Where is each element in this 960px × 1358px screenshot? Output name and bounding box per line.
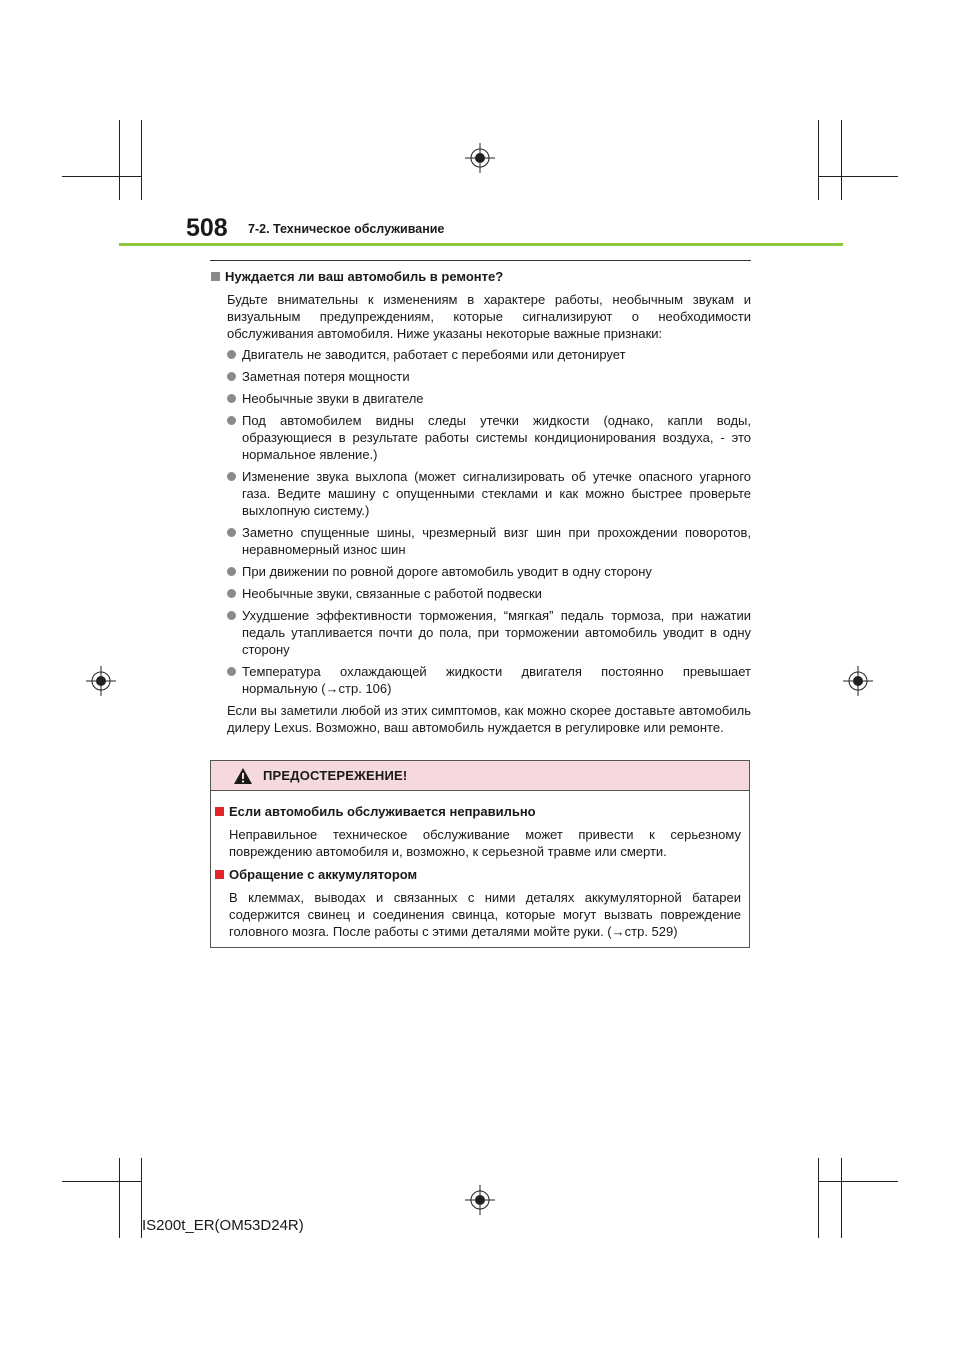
page-number: 508 bbox=[186, 214, 228, 242]
list-item-text: При движении по ровной дороге автомобиль уводит в одну сторону bbox=[242, 564, 652, 579]
crop-mark bbox=[818, 120, 819, 200]
section-heading-text: Нуждается ли ваш автомобиль в ремонте? bbox=[225, 269, 504, 284]
warning-paragraph: Неправильное техническое обслуживание может привести к серьезному повреждению автомобиля и, возможно, к серьезной травме или смерти. bbox=[229, 827, 741, 859]
list-item-text: Ухудшение эффективности торможения, “мягкая” педаль тормоза, при нажатии педаль утапливается почти до пола, при торможении автомобиль уводит в одну сторону bbox=[242, 608, 751, 657]
warning-triangle-icon bbox=[233, 767, 253, 785]
square-bullet-icon bbox=[215, 870, 224, 879]
circle-bullet-icon bbox=[227, 567, 236, 576]
crop-mark bbox=[841, 1158, 842, 1238]
list-item-text: Необычные звуки, связанные с работой подвески bbox=[242, 586, 542, 601]
crop-mark bbox=[141, 120, 142, 200]
list-item-text: Заметно спущенные шины, чрезмерный визг шин при прохождении поворотов, неравномерный износ шин bbox=[242, 525, 751, 557]
registration-mark-icon bbox=[465, 1185, 495, 1215]
registration-mark-icon bbox=[465, 143, 495, 173]
warning-paragraph: В клеммах, выводах и связанных с ними деталях аккумуляторной батареи содержится свинец и соединения свинца, которые могут вызвать повреждение головного мозга. После работы с этими деталями мойте руки. (→стр. 529) bbox=[229, 890, 741, 939]
list-item bbox=[227, 524, 751, 558]
list-item-text: Температура охлаждающей жидкости двигателя постоянно превышает нормальную (→стр. 106) bbox=[242, 664, 751, 696]
crop-mark bbox=[818, 176, 898, 177]
square-bullet-icon bbox=[215, 807, 224, 816]
list-item bbox=[227, 563, 751, 580]
crop-mark bbox=[62, 1181, 142, 1182]
closing-paragraph: Если вы заметили любой из этих симптомов, как можно скорее доставьте автомобиль дилеру Lexus. Возможно, ваш автомобиль нуждается в регулировке или ремонте. bbox=[227, 703, 751, 735]
circle-bullet-icon bbox=[227, 394, 236, 403]
list-item bbox=[227, 607, 751, 658]
circle-bullet-icon bbox=[227, 589, 236, 598]
crop-mark bbox=[119, 1158, 120, 1238]
content-divider bbox=[210, 260, 751, 261]
warning-subheading-text: Если автомобиль обслуживается неправильно bbox=[229, 804, 536, 819]
circle-bullet-icon bbox=[227, 416, 236, 425]
circle-bullet-icon bbox=[227, 472, 236, 481]
circle-bullet-icon bbox=[227, 350, 236, 359]
circle-bullet-icon bbox=[227, 611, 236, 620]
crop-mark bbox=[818, 1181, 898, 1182]
list-item-text: Изменение звука выхлопа (может сигнализировать об утечке опасного угарного газа. Ведите машину с опущенными стеклами и как можно быстрее проверьте выхлопную систему.) bbox=[242, 469, 751, 518]
registration-mark-icon bbox=[843, 666, 873, 696]
warning-box bbox=[210, 760, 750, 948]
list-item-text: Необычные звуки в двигателе bbox=[242, 391, 424, 406]
list-item-text: Под автомобилем видны следы утечки жидкости (однако, капли воды, образующиеся в результате работы системы кондиционирования воздуха, - это нормальное явление.) bbox=[242, 413, 751, 462]
crop-mark bbox=[62, 176, 142, 177]
warning-subheading bbox=[215, 866, 741, 883]
list-item-text: Заметная потеря мощности bbox=[242, 369, 410, 384]
main-content bbox=[211, 268, 751, 736]
list-item bbox=[227, 585, 751, 602]
list-item bbox=[227, 663, 751, 697]
circle-bullet-icon bbox=[227, 528, 236, 537]
square-bullet-icon bbox=[211, 272, 220, 281]
list-item bbox=[227, 390, 751, 407]
intro-paragraph: Будьте внимательны к изменениям в характере работы, необычным звукам и визуальным предупреждениям, которые сигнализируют о необходимости обслуживания автомобиля. Ниже указаны некоторые важные признаки: bbox=[227, 292, 751, 341]
crop-mark bbox=[841, 120, 842, 200]
list-item bbox=[227, 412, 751, 463]
crop-mark bbox=[818, 1158, 819, 1238]
crop-mark bbox=[119, 120, 120, 200]
circle-bullet-icon bbox=[227, 667, 236, 676]
list-item bbox=[227, 368, 751, 385]
section-title: 7-2. Техническое обслуживание bbox=[248, 222, 445, 236]
circle-bullet-icon bbox=[227, 372, 236, 381]
header-divider bbox=[119, 243, 843, 246]
list-item bbox=[227, 346, 751, 363]
warning-header bbox=[211, 761, 749, 791]
warning-subheading bbox=[215, 803, 741, 820]
section-heading bbox=[211, 268, 751, 285]
warning-subheading-text: Обращение с аккумулятором bbox=[229, 867, 418, 882]
warning-title: ПРЕДОСТЕРЕЖЕНИЕ! bbox=[263, 768, 408, 783]
list-item-text: Двигатель не заводится, работает с перебоями или детонирует bbox=[242, 347, 626, 362]
registration-mark-icon bbox=[86, 666, 116, 696]
symptom-list bbox=[227, 346, 751, 697]
warning-body bbox=[211, 791, 749, 940]
list-item bbox=[227, 468, 751, 519]
document-code: IS200t_ER(OM53D24R) bbox=[142, 1217, 304, 1234]
